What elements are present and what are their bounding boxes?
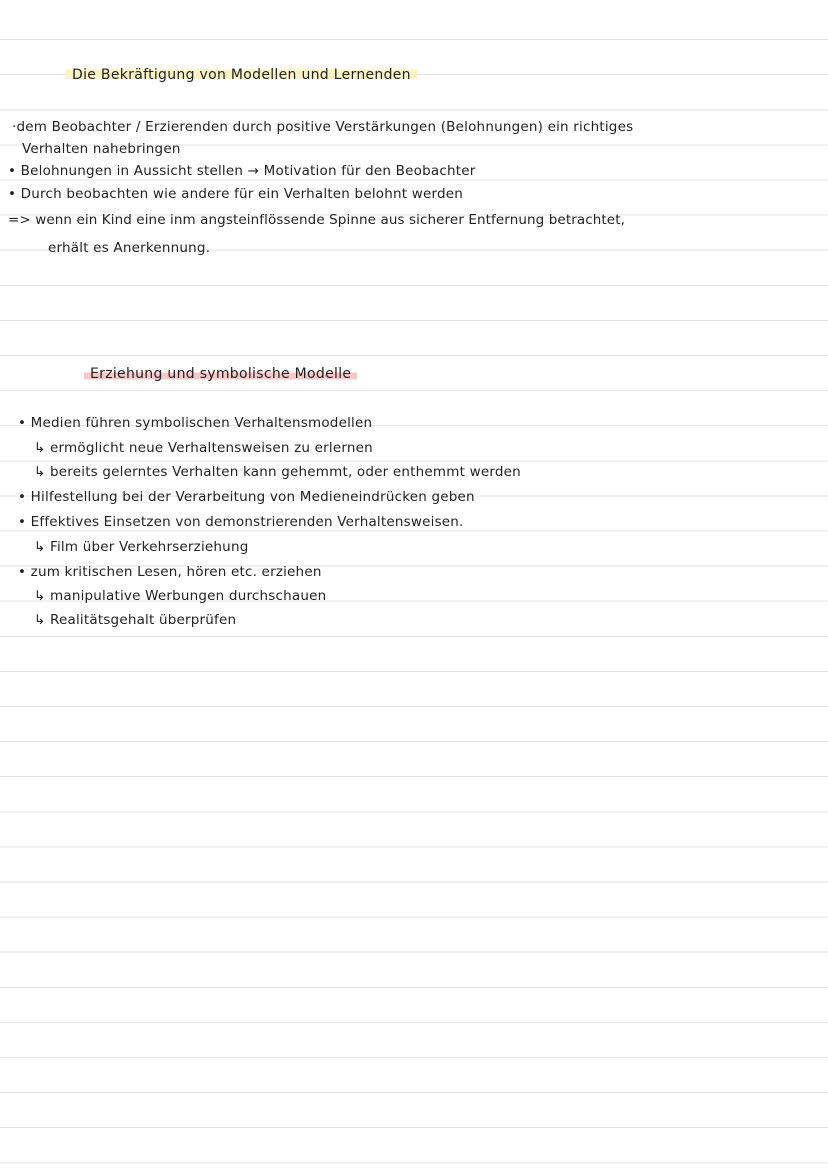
note-line: ↳ ermöglicht neue Verhaltensweisen zu erlernen — [34, 440, 373, 456]
note-line: ↳ bereits gelerntes Verhalten kann gehemmt, oder enthemmt werden — [34, 464, 521, 480]
note-line: ↳ manipulative Werbungen durchschauen — [34, 588, 327, 604]
note-line: • Medien führen symbolischen Verhaltensmodellen — [18, 415, 373, 431]
note-line: • zum kritischen Lesen, hören etc. erziehen — [18, 564, 322, 580]
note-line: • Hilfestellung bei der Verarbeitung von Medieneindrücken geben — [18, 489, 475, 505]
note-line: ·dem Beobachter / Erzierenden durch positive Verstärkungen (Belohnungen) ein richtiges — [12, 119, 634, 135]
note-line: Verhalten nahebringen — [22, 141, 181, 157]
section-title-bekraeftigung: Die Bekräftigung von Modellen und Lernenden — [66, 67, 417, 83]
note-line: • Belohnungen in Aussicht stellen → Motivation für den Beobachter — [8, 163, 476, 179]
note-line: ↳ Film über Verkehrserziehung — [34, 539, 249, 555]
note-line: • Durch beobachten wie andere für ein Verhalten belohnt werden — [8, 186, 464, 202]
note-line: • Effektives Einsetzen von demonstrierenden Verhaltensweisen. — [18, 514, 464, 530]
note-line: erhält es Anerkennung. — [48, 240, 211, 256]
note-line: => wenn ein Kind eine inm angsteinflössende Spinne aus sicherer Entfernung betrachtet, — [8, 212, 625, 228]
note-line: ↳ Realitätsgehalt überprüfen — [34, 612, 237, 628]
section-title-erziehung: Erziehung und symbolische Modelle — [84, 366, 357, 382]
